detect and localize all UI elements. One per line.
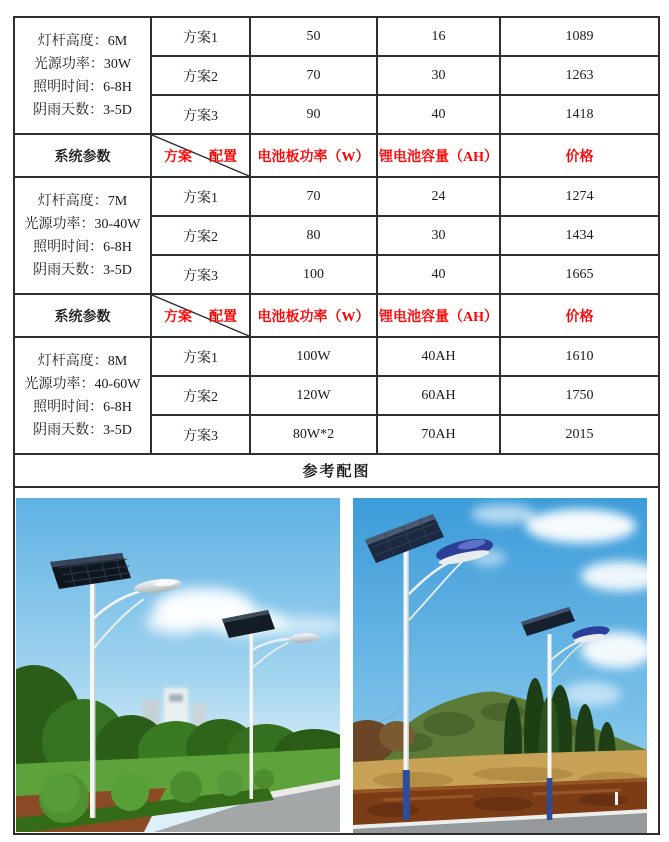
photos-cell (14, 487, 659, 834)
battery-capacity-cell: 24 (377, 177, 500, 216)
plan-cell: 方案2 (151, 376, 250, 415)
price-cell: 1610 (500, 337, 659, 376)
plan-cell: 方案3 (151, 95, 250, 134)
param-line: 灯杆高度：7M (37, 193, 128, 209)
config-label: 配置 (209, 149, 237, 165)
price-header: 价格 (500, 134, 659, 177)
param-line: 照明时间：6-8H (33, 399, 132, 415)
battery-capacity-header: 锂电池容量（AH） (377, 134, 500, 177)
battery-capacity-cell: 40AH (377, 337, 500, 376)
plan-cell: 方案1 (151, 177, 250, 216)
panel-power-cell: 100 (250, 255, 377, 294)
price-cell: 1665 (500, 255, 659, 294)
battery-capacity-cell: 30 (377, 216, 500, 255)
param-line: 灯杆高度：6M (37, 33, 128, 49)
plan-config-diagonal-cell (151, 294, 250, 337)
battery-capacity-cell: 30 (377, 56, 500, 95)
plan-label: 方案 (164, 149, 192, 165)
table-row (14, 177, 659, 216)
plan-cell: 方案3 (151, 415, 250, 454)
panel-power-cell: 90 (250, 95, 377, 134)
photos-row (14, 487, 659, 834)
battery-capacity-cell: 70AH (377, 415, 500, 454)
panel-power-header: 电池板功率（W） (250, 294, 377, 337)
config-label: 配置 (209, 309, 237, 325)
price-cell: 1750 (500, 376, 659, 415)
panel-power-cell: 80W*2 (250, 415, 377, 454)
plan-label: 方案 (164, 309, 192, 325)
photo-solar-street-lights-render (16, 498, 340, 832)
photo-solar-street-lights-road (353, 498, 647, 833)
section2-params-cell (14, 177, 151, 294)
param-line: 灯杆高度：8M (37, 353, 128, 369)
system-params-header: 系统参数 (14, 134, 151, 177)
param-line: 照明时间：6-8H (33, 79, 132, 95)
panel-power-cell: 120W (250, 376, 377, 415)
panel-power-cell: 70 (250, 177, 377, 216)
panel-power-cell: 50 (250, 17, 377, 56)
plan-cell: 方案2 (151, 216, 250, 255)
header-row (14, 294, 659, 337)
battery-capacity-cell: 16 (377, 17, 500, 56)
table-row (14, 17, 659, 56)
panel-power-header: 电池板功率（W） (250, 134, 377, 177)
battery-capacity-cell: 40 (377, 95, 500, 134)
system-params-header: 系统参数 (14, 294, 151, 337)
photos-container (15, 488, 658, 833)
price-cell: 1418 (500, 95, 659, 134)
price-cell: 2015 (500, 415, 659, 454)
param-line: 照明时间：6-8H (33, 239, 132, 255)
param-line: 光源功率：30-40W (24, 216, 141, 232)
battery-capacity-header: 锂电池容量（AH） (377, 294, 500, 337)
param-line: 阴雨天数：3-5D (33, 102, 132, 118)
plan-cell: 方案2 (151, 56, 250, 95)
battery-capacity-cell: 60AH (377, 376, 500, 415)
battery-capacity-cell: 40 (377, 255, 500, 294)
price-cell: 1263 (500, 56, 659, 95)
param-line: 阴雨天数：3-5D (33, 422, 132, 438)
panel-power-cell: 80 (250, 216, 377, 255)
price-cell: 1274 (500, 177, 659, 216)
table-row (14, 337, 659, 376)
plan-cell: 方案1 (151, 337, 250, 376)
price-cell: 1089 (500, 17, 659, 56)
param-line: 光源功率：30W (33, 56, 132, 72)
reference-title: 参考配图 (14, 454, 659, 487)
param-line: 光源功率：40-60W (24, 376, 141, 392)
plan-config-diagonal-cell (151, 134, 250, 177)
price-header: 价格 (500, 294, 659, 337)
section3-params-cell (14, 337, 151, 454)
plan-cell: 方案3 (151, 255, 250, 294)
reference-title-row (14, 454, 659, 487)
panel-power-cell: 70 (250, 56, 377, 95)
section1-params-cell (14, 17, 151, 134)
plan-cell: 方案1 (151, 17, 250, 56)
param-line: 阴雨天数：3-5D (33, 262, 132, 278)
panel-power-cell: 100W (250, 337, 377, 376)
header-row (14, 134, 659, 177)
spec-table (13, 16, 660, 835)
price-cell: 1434 (500, 216, 659, 255)
